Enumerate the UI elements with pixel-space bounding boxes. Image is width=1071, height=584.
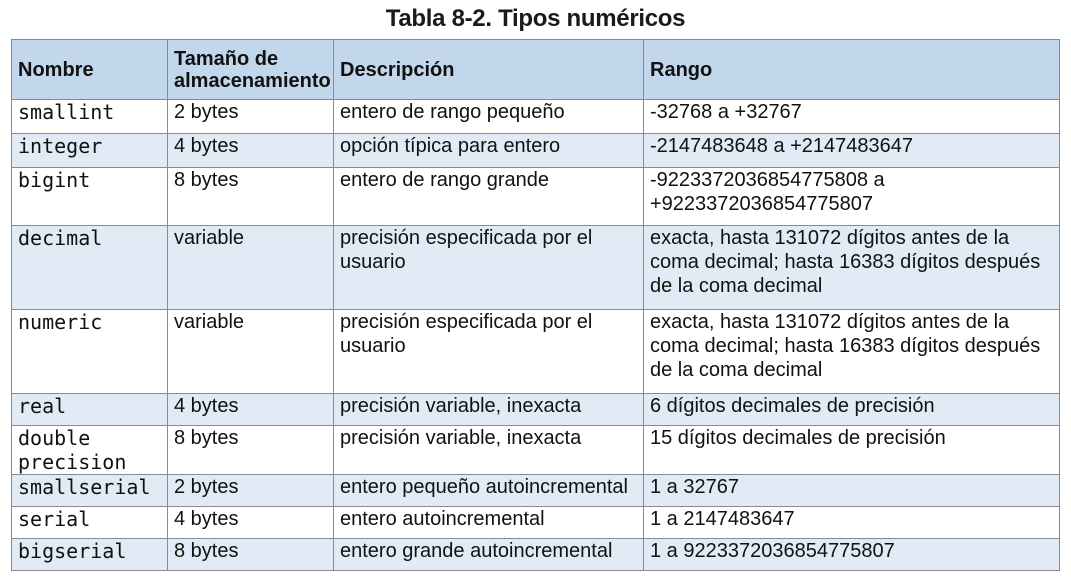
cell-name: integer (12, 134, 168, 168)
cell-description: precisión variable, inexacta (334, 394, 644, 426)
table-row (12, 100, 1060, 134)
cell-range: exacta, hasta 131072 dígitos antes de la coma decimal; hasta 16383 dígitos después de la coma decimal (644, 226, 1060, 310)
cell-size: 4 bytes (168, 507, 334, 539)
cell-description: entero grande autoincremental (334, 539, 644, 571)
cell-size: variable (168, 310, 334, 394)
cell-description: precisión especificada por el usuario (334, 226, 644, 310)
table-row (12, 310, 1060, 394)
cell-name: numeric (12, 310, 168, 394)
column-header-range: Rango (644, 40, 1060, 100)
cell-description: entero pequeño autoincremental (334, 475, 644, 507)
table-row (12, 168, 1060, 226)
cell-size: 8 bytes (168, 426, 334, 475)
cell-size: 4 bytes (168, 134, 334, 168)
table-title: Tabla 8-2. Tipos numéricos (385, 5, 686, 32)
cell-description: entero autoincremental (334, 507, 644, 539)
column-header-name: Nombre (12, 40, 168, 100)
cell-name: real (12, 394, 168, 426)
cell-range: -32768 a +32767 (644, 100, 1060, 134)
cell-size: variable (168, 226, 334, 310)
cell-size: 2 bytes (168, 475, 334, 507)
cell-description: entero de rango pequeño (334, 100, 644, 134)
cell-name: decimal (12, 226, 168, 310)
cell-range: 6 dígitos decimales de precisión (644, 394, 1060, 426)
table-row (12, 507, 1060, 539)
table-row (12, 134, 1060, 168)
cell-name: smallserial (12, 475, 168, 507)
cell-name: double precision (12, 426, 168, 475)
cell-range: 15 dígitos decimales de precisión (644, 426, 1060, 475)
cell-range: -9223372036854775808 a +9223372036854775807 (644, 168, 1060, 226)
table-row (12, 226, 1060, 310)
cell-size: 8 bytes (168, 539, 334, 571)
column-header-description: Descripción (334, 40, 644, 100)
cell-range: 1 a 32767 (644, 475, 1060, 507)
column-header-size: Tamaño de almacenamiento (168, 40, 334, 100)
cell-name: serial (12, 507, 168, 539)
table-row (12, 539, 1060, 571)
cell-range: 1 a 2147483647 (644, 507, 1060, 539)
cell-name: bigint (12, 168, 168, 226)
cell-size: 2 bytes (168, 100, 334, 134)
table-row (12, 394, 1060, 426)
cell-range: 1 a 9223372036854775807 (644, 539, 1060, 571)
numeric-types-table (11, 39, 1060, 571)
cell-range: exacta, hasta 131072 dígitos antes de la coma decimal; hasta 16383 dígitos después de la coma decimal (644, 310, 1060, 394)
cell-description: precisión especificada por el usuario (334, 310, 644, 394)
cell-description: opción típica para entero (334, 134, 644, 168)
cell-description: precisión variable, inexacta (334, 426, 644, 475)
cell-name: smallint (12, 100, 168, 134)
cell-size: 4 bytes (168, 394, 334, 426)
table-row (12, 475, 1060, 507)
cell-description: entero de rango grande (334, 168, 644, 226)
cell-name: bigserial (12, 539, 168, 571)
table-header-row (12, 40, 1060, 100)
table-row (12, 426, 1060, 475)
cell-size: 8 bytes (168, 168, 334, 226)
cell-range: -2147483648 a +2147483647 (644, 134, 1060, 168)
